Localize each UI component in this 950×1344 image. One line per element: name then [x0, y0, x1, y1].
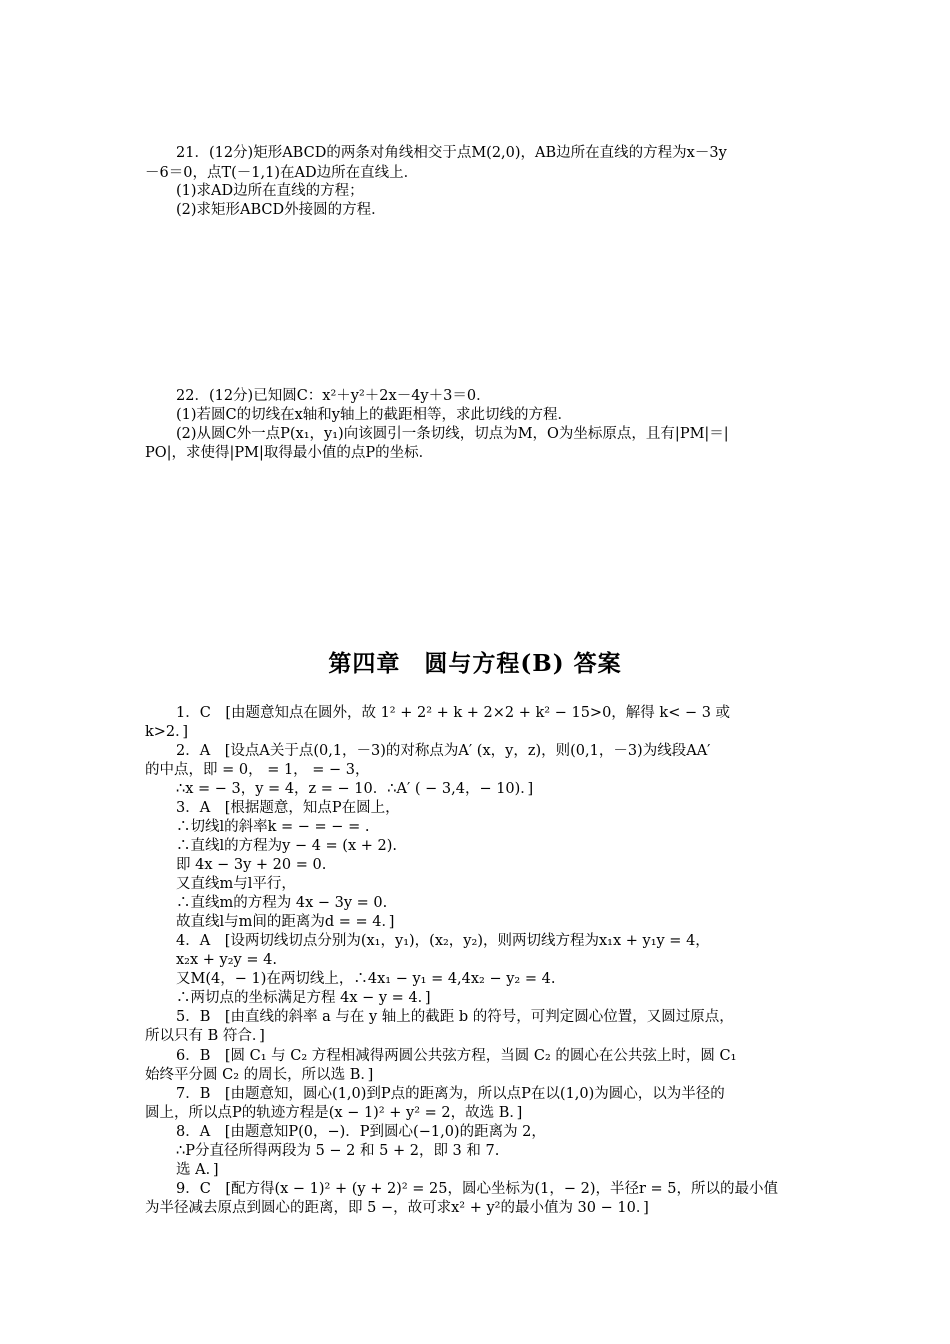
answer-line: 圆上，所以点P的轨迹方程是(x − 1)² + y² = 2，故选 B．] [145, 1105, 523, 1121]
answer-line: ∴切线l的斜率k = − = − = . [176, 819, 370, 835]
problem-21-line-1: 21．(12分)矩形ABCD的两条对角线相交于点M(2,0)，AB边所在直线的方程为x－3y [176, 145, 727, 161]
problem-22-part-2: (2)从圆C外一点P(x₁，y₁)向该圆引一条切线，切点为M，O为坐标原点，且有|PM|＝| [176, 426, 729, 442]
answer-line: 6．B [圆 C₁ 与 C₂ 方程相减得两圆公共弦方程，当圆 C₂ 的圆心在公共弦上时，圆 C₁ [176, 1048, 737, 1064]
answer-line: ∴两切点的坐标满足方程 4x − y = 4．] [176, 990, 431, 1006]
answer-line: 为半径减去原点到圆心的距离，即 5 −，故可求x² + y²的最小值为 30 − 10．] [145, 1200, 649, 1216]
answer-line: x₂x + y₂y = 4. [176, 952, 277, 968]
answer-line: 即 4x − 3y + 20 = 0. [176, 857, 327, 873]
answer-line: 又直线m与l平行， [176, 876, 296, 892]
answer-line: 始终平分圆 C₂ 的周长，所以选 B．] [145, 1067, 374, 1083]
answer-line: ∴直线l的方程为y − 4 = (x + 2). [176, 838, 397, 854]
problem-21-line-2: －6＝0，点T(－1,1)在AD边所在直线上． [145, 165, 419, 181]
answer-line: 1．C [由题意知点在圆外，故 1² + 2² + k + 2×2 + k² − 15>0，解得 k< − 3 或 [176, 705, 731, 721]
answer-title: 第四章 圆与方程(B) 答案 [328, 650, 622, 677]
answer-line: 3．A [根据题意，知点P在圆上， [176, 800, 400, 816]
problem-21-part-1: (1)求AD边所在直线的方程； [176, 183, 364, 199]
answer-line: 7．B [由题意知，圆心(1,0)到P点的距离为，所以点P在以(1,0)为圆心，以为半径的 [176, 1086, 725, 1102]
answer-line: 5．B [由直线的斜率 a 与在 y 轴上的截距 b 的符号，可判定圆心位置，又圆过原点， [176, 1009, 734, 1025]
answer-line: 4．A [设两切线切点分别为(x₁，y₁)，(x₂，y₂)，则两切线方程为x₁x + y₁y = 4， [176, 933, 710, 949]
answer-line: 故直线l与m间的距离为d = = 4．] [176, 914, 395, 930]
answer-line: 又M(4，− 1)在两切线上，∴4x₁ − y₁ = 4,4x₂ − y₂ = 4. [176, 971, 556, 987]
problem-22-part-1: (1)若圆C的切线在x轴和y轴上的截距相等，求此切线的方程． [176, 407, 573, 423]
answer-line: 9．C [配方得(x − 1)² + (y + 2)² = 25，圆心坐标为(1，− 2)，半径r = 5，所以的最小值 [176, 1181, 779, 1197]
problem-22-line-1: 22．(12分)已知圆C：x²＋y²＋2x－4y＋3＝0． [176, 388, 491, 404]
answer-line: 的中点，即 = 0， = 1， = − 3， [145, 762, 370, 778]
answer-line: ∴x = − 3，y = 4，z = − 10．∴A′ ( − 3,4，− 10)．] [176, 781, 534, 797]
answer-line: 8．A [由题意知P(0，−)．P到圆心(−1,0)的距离为 2， [176, 1124, 546, 1140]
answer-line: ∴P分直径所得两段为 5 − 2 和 5 + 2，即 3 和 7. [176, 1143, 500, 1159]
problem-22-line-4: PO|，求使得|PM|取得最小值的点P的坐标． [145, 445, 434, 461]
answer-line: k>2．] [145, 724, 189, 740]
problem-21-part-2: (2)求矩形ABCD外接圆的方程． [176, 202, 386, 218]
answer-line: 所以只有 B 符合．] [145, 1028, 265, 1044]
answer-line: 2．A [设点A关于点(0,1，－3)的对称点为A′ (x，y，z)，则(0,1，－3)为线段AA′ [176, 743, 711, 759]
answer-line: ∴直线m的方程为 4x − 3y = 0. [176, 895, 388, 911]
answer-line: 选 A．] [176, 1162, 219, 1178]
